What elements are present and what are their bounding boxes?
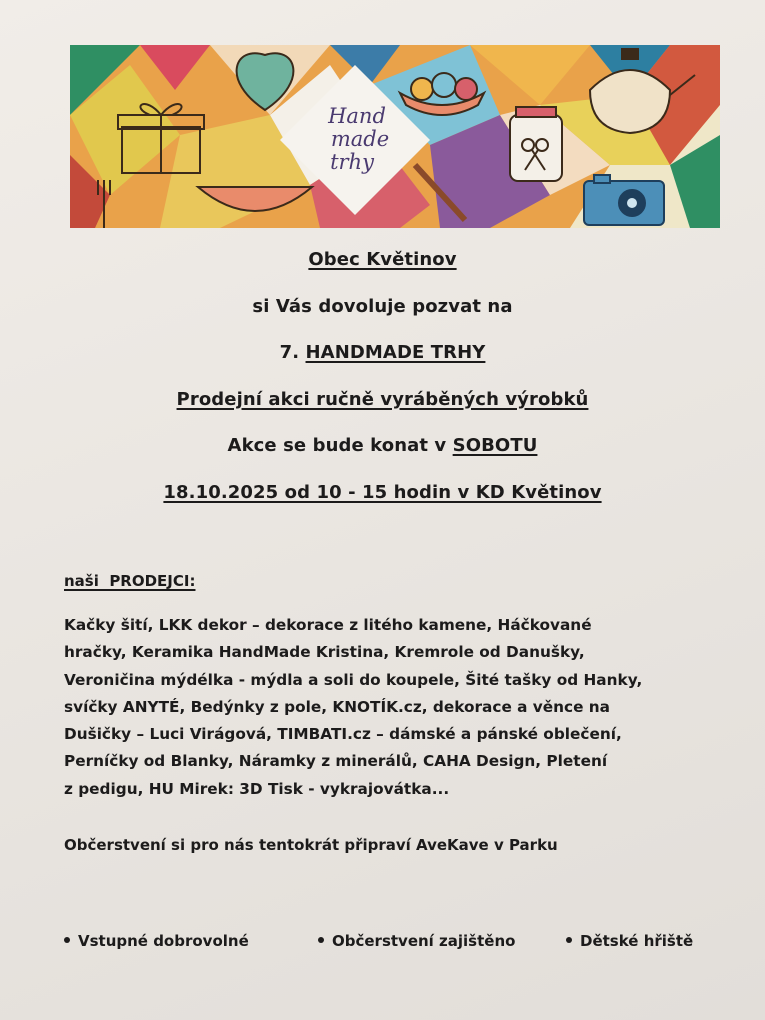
event-date-line [0, 482, 765, 503]
event-date-time-place: 18.10.2025 od 10 - 15 hodin v KD Květinov [163, 482, 602, 503]
bullet-text: Občerstvení zajištěno [332, 932, 516, 950]
event-subtitle [0, 389, 765, 410]
sellers-line: Veroničina mýdélka - mýdla a soli do koupele, Šité tašky od Hanky, [64, 670, 643, 689]
sellers-heading-text: naši PRODEJCI: [64, 572, 196, 590]
event-title [0, 342, 765, 363]
organizer-name: Obec Květinov [308, 249, 457, 270]
event-subtitle-text: Prodejní akci ručně vyráběných výrobků [176, 389, 589, 410]
camera-icon [584, 175, 664, 225]
logo-line-2: made [330, 127, 390, 151]
sellers-line: z pedigu, HU Mirek: 3D Tisk - vykrajovátka... [64, 779, 450, 798]
event-day-line [0, 435, 765, 456]
bullet-item [318, 932, 515, 950]
info-bullets [0, 932, 765, 956]
logo-line-1: Hand [328, 104, 386, 128]
sellers-heading [64, 572, 195, 590]
organizer-heading [0, 249, 765, 270]
refreshment-note: Občerstvení si pro nás tentokrát připraví AveKave v Parku [64, 836, 558, 854]
logo-line-3: trhy [330, 150, 374, 174]
bullet-dot-icon [318, 937, 324, 943]
bullet-item [566, 932, 693, 950]
sellers-list [64, 612, 724, 803]
bullet-text: Dětské hřiště [580, 932, 694, 950]
sellers-line: svíčky ANYTÉ, Bedýnky z pole, KNOTÍK.cz, dekorace a věnce na [64, 697, 611, 716]
sellers-line: Dušičky – Luci Virágová, TIMBATI.cz – dámské a pánské oblečení, [64, 725, 622, 744]
event-number: 7. [279, 342, 300, 363]
sellers-line: hračky, Keramika HandMade Kristina, Kremrole od Danušky, [64, 643, 585, 662]
event-day: SOBOTU [452, 435, 538, 456]
event-name: HANDMADE TRHY [305, 342, 486, 363]
bullet-dot-icon [566, 937, 572, 943]
sellers-line: Kačky šití, LKK dekor – dekorace z litého kamene, Háčkované [64, 616, 592, 634]
banner-image [70, 45, 720, 228]
bullet-text: Vstupné dobrovolné [78, 932, 249, 950]
sellers-line: Perníčky od Blanky, Náramky z minerálů, CAHA Design, Pletení [64, 752, 608, 771]
jar-icon [510, 107, 562, 181]
bullet-dot-icon [64, 937, 70, 943]
event-day-prefix: Akce se bude konat v [227, 435, 447, 456]
invite-text: si Vás dovoluje pozvat na [252, 296, 513, 317]
bullet-item [64, 932, 249, 950]
